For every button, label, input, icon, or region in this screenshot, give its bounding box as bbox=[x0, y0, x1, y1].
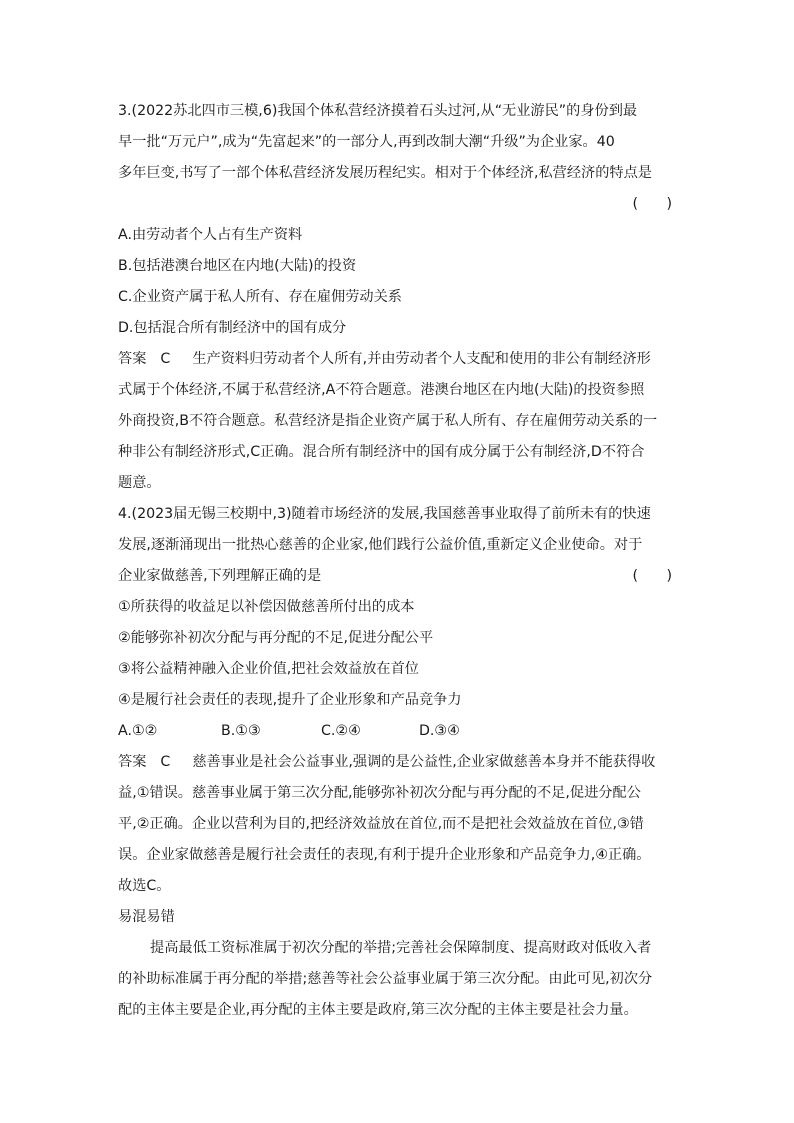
option-c: C.②④ bbox=[321, 723, 361, 739]
answer-letter: C bbox=[160, 754, 171, 770]
explanation-line: 误。企业家做慈善是履行社会责任的表现,有利于提升企业形象和产品竞争力,④正确。 bbox=[118, 847, 651, 863]
statement-3: ③将公益精神融入企业价值,把社会效益放在首位 bbox=[118, 661, 419, 677]
question-4-stem-line: 发展,逐渐涌现出一批热心慈善的企业家,他们践行公益价值,重新定义企业使命。对于 bbox=[118, 537, 643, 553]
statement-2: ②能够弥补初次分配与再分配的不足,促进分配公平 bbox=[118, 630, 434, 646]
answer-line bbox=[118, 747, 684, 778]
question-3-stem-line: 3.(2022苏北四市三模,6)我国个体私营经济摸着石头过河,从“无业游民”的身份到最 bbox=[118, 103, 638, 119]
question-3-stem-line: 早一批“万元户”,成为“先富起来”的一部分人,再到改制大潮“升级”为企业家。40 bbox=[118, 134, 615, 150]
explanation-line: 种非公有制经济形式,C正确。混合所有制经济中的国有成分属于公有制经济,D不符合 bbox=[118, 444, 645, 460]
option-d: D.包括混合所有制经济中的国有成分 bbox=[118, 320, 347, 336]
answer-label: 答案 bbox=[118, 754, 147, 770]
option-b: B.①③ bbox=[221, 723, 261, 739]
explanation-line: 外商投资,B不符合题意。私营经济是指企业资产属于私人所有、存在雇佣劳动关系的一 bbox=[118, 413, 658, 429]
explanation-line: 平,②正确。企业以营利为目的,把经济效益放在首位,而不是把社会效益放在首位,③错 bbox=[118, 816, 644, 832]
tip-section bbox=[118, 902, 684, 1026]
statement-1: ①所获得的收益足以补偿因做慈善所付出的成本 bbox=[118, 599, 415, 615]
option-c: C.企业资产属于私人所有、存在雇佣劳动关系 bbox=[118, 289, 402, 305]
question-4-stem-line: 4.(2023届无锡三校期中,3)随着市场经济的发展,我国慈善事业取得了前所未有的快速 bbox=[118, 506, 651, 522]
question-4-stem-line bbox=[118, 561, 684, 592]
explanation-line: 生产资料归劳动者个人所有,并由劳动者个人支配和使用的非公有制经济形 bbox=[192, 351, 651, 367]
tip-heading: 易混易错 bbox=[118, 909, 175, 925]
tip-line: 提高最低工资标准属于初次分配的举措;完善社会保障制度、提高财政对低收入者 bbox=[150, 940, 652, 956]
option-a: A.由劳动者个人占有生产资料 bbox=[118, 227, 303, 243]
explanation-line: 慈善事业是社会公益事业,强调的是公益性,企业家做慈善本身并不能获得收 bbox=[192, 754, 656, 770]
explanation-line: 题意。 bbox=[118, 475, 161, 491]
answer-letter: C bbox=[160, 351, 171, 367]
explanation-line: 故选C。 bbox=[118, 878, 171, 894]
explanation-line: 式属于个体经济,不属于私营经济,A不符合题意。港澳台地区在内地(大陆)的投资参照 bbox=[118, 382, 645, 398]
tip-line: 的补助标准属于再分配的举措;慈善等社会公益事业属于第三次分配。由此可见,初次分 bbox=[118, 971, 653, 987]
option-b: B.包括港澳台地区在内地(大陆)的投资 bbox=[118, 258, 357, 274]
answer-bracket: ( ) bbox=[632, 196, 672, 212]
question-3 bbox=[118, 96, 684, 499]
answer-bracket: ( ) bbox=[632, 568, 672, 584]
tip-line: 配的主体主要是企业,再分配的主体主要是政府,第三次分配的主体主要是社会力量。 bbox=[118, 1002, 638, 1018]
options-row bbox=[118, 716, 684, 747]
option-d: D.③④ bbox=[419, 723, 460, 739]
explanation-line: 益,①错误。慈善事业属于第三次分配,能够弥补初次分配与再分配的不足,促进分配公 bbox=[118, 785, 641, 801]
question-3-stem-line: 多年巨变,书写了一部个体私营经济发展历程纪实。相对于个体经济,私营经济的特点是 bbox=[118, 165, 652, 181]
answer-line bbox=[118, 344, 684, 375]
answer-label: 答案 bbox=[118, 351, 147, 367]
document-page bbox=[118, 96, 684, 1026]
option-a: A.①② bbox=[118, 723, 158, 739]
question-4 bbox=[118, 499, 684, 902]
question-4-stem-text: 企业家做慈善,下列理解正确的是 bbox=[118, 568, 322, 584]
statement-4: ④是履行社会责任的表现,提升了企业形象和产品竞争力 bbox=[118, 692, 462, 708]
